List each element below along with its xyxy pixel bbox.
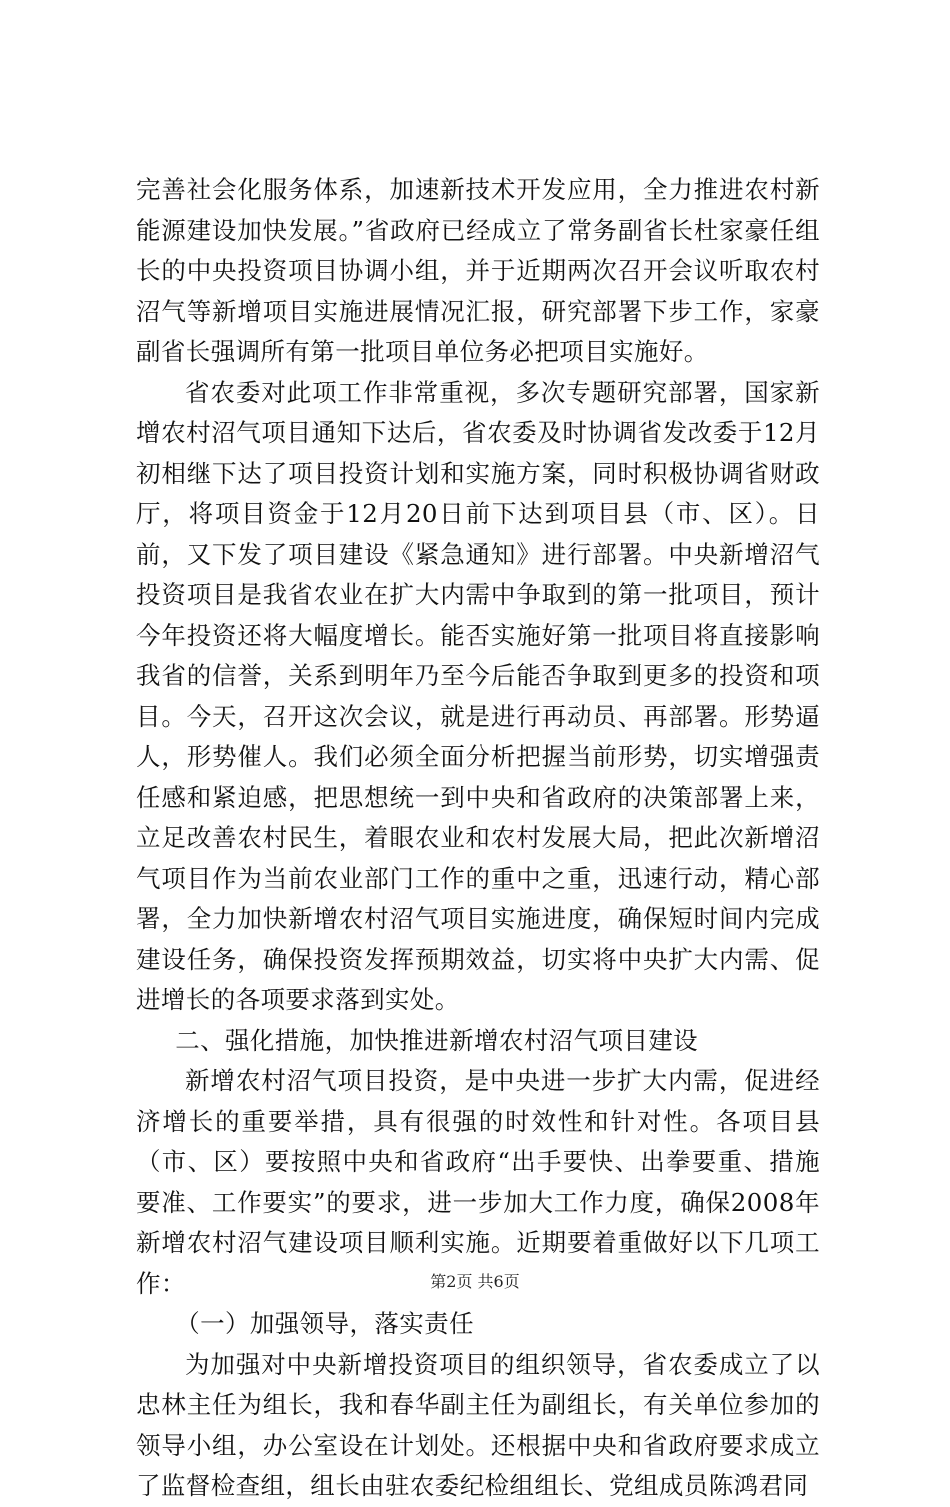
paragraph-1: 完善社会化服务体系，加速新技术开发应用，全力推进农村新能源建设加快发展。”省政府已经成立了常务副省长杜家豪任组长的中央投资项目协调小组，并于近期两次召开会议听取农村沼气等新增项目实施进展情况汇报，研究部署下步工作，家豪副省长强调所有第一批项目单位务必把项目实施好。 xyxy=(136,175,820,366)
document-body xyxy=(136,170,820,1507)
subsection-heading-1: （一）加强领导，落实责任 xyxy=(175,1309,474,1338)
paragraph-2: 省农委对此项工作非常重视，多次专题研究部署，国家新增农村沼气项目通知下达后，省农委及时协调省发改委于12月初相继下达了项目投资计划和实施方案，同时积极协调省财政厅，将项目资金于12月20日前下达到项目县（市、区）。日前，又下发了项目建设《紧急通知》进行部署。中央新增沼气投资项目是我省农业在扩大内需中争取到的第一批项目，预计今年投资还将大幅度增长。能否实施好第一批项目将直接影响我省的信誉，关系到明年乃至今后能否争取到更多的投资和项目。今天，召开这次会议，就是进行再动员、再部署。形势逼人，形势催人。我们必须全面分析把握当前形势，切实增强责任感和紧迫感，把思想统一到中央和省政府的决策部署上来，立足改善农村民生，着眼农业和农村发展大局，把此次新增沼气项目作为当前农业部门工作的重中之重，迅速行动，精心部署，全力加快新增农村沼气项目实施进度，确保短时间内完成建设任务，确保投资发挥预期效益，切实将中央扩大内需、促进增长的各项要求落到实处。 xyxy=(136,377,820,1014)
paragraph-3: 新增农村沼气项目投资，是中央进一步扩大内需，促进经济增长的重要举措，具有很强的时效性和针对性。各项目县（市、区）要按照中央和省政府“出手要快、出拳要重、措施要准、工作要实”的要求，进一步加大工作力度，确保2008年新增农村沼气建设项目顺利实施。近期要着重做好以下几项工作： xyxy=(136,1066,820,1298)
section-heading-2: 二、强化措施，加快推进新增农村沼气项目建设 xyxy=(175,1025,699,1055)
paragraph-4: 为加强对中央新增投资项目的组织领导，省农委成立了以忠林主任为组长，我和春华副主任为副组长，有关单位参加的领导小组，办公室设在计划处。还根据中央和省政府要求成立了监督检查组，组长由驻农委纪检组组长、党组成员陈鸿君同 xyxy=(136,1349,820,1500)
page-footer: 第2页 共6页 xyxy=(430,1272,520,1291)
